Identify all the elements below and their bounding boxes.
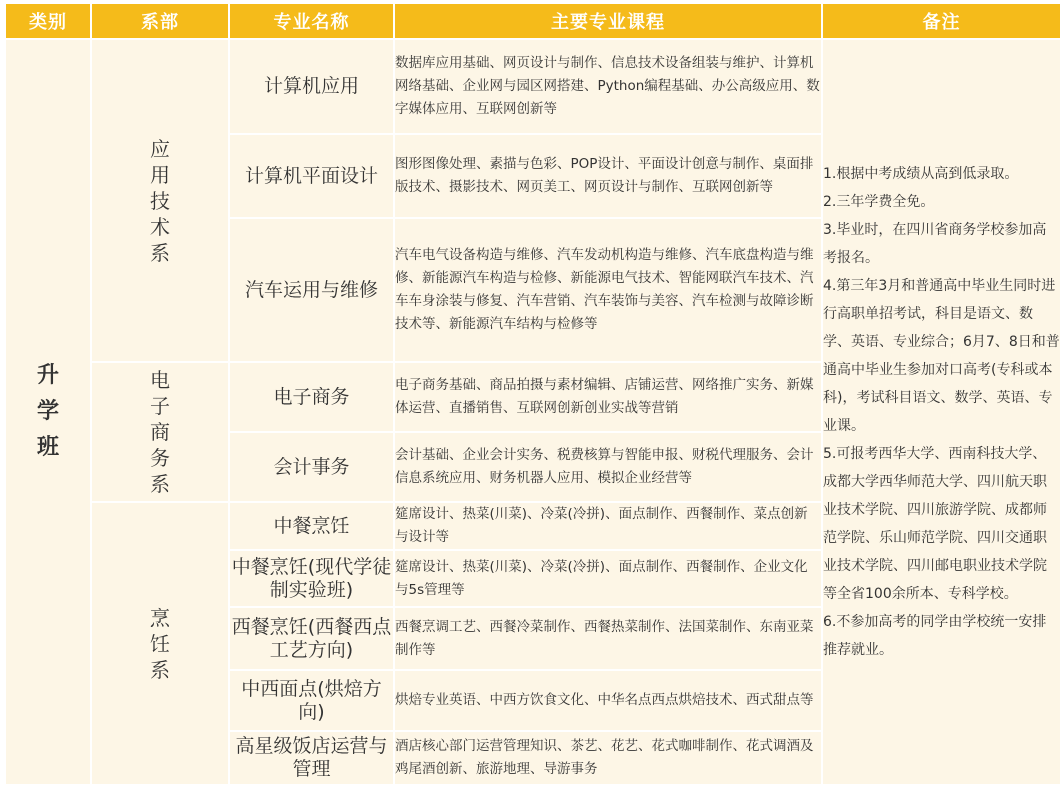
major-name: 计算机平面设计 — [229, 134, 394, 218]
major-name: 会计事务 — [229, 432, 394, 502]
department-cell — [91, 502, 229, 785]
department-name: 应用技术系 — [150, 136, 170, 265]
category-cell — [5, 39, 91, 785]
course-list: 筵席设计、热菜(川菜)、冷菜(冷拼)、面点制作、西餐制作、菜点创新与设计等 — [394, 502, 822, 550]
major-name: 中西面点(烘焙方向) — [229, 670, 394, 731]
course-list: 电子商务基础、商品拍摄与素材编辑、店铺运营、网络推广实务、新媒体运营、直播销售、互联网创新创业实战等营销 — [394, 362, 822, 432]
department-name: 烹饪系 — [150, 605, 170, 682]
enrollment-table — [4, 2, 1062, 786]
remarks-cell — [822, 39, 1061, 785]
course-list: 西餐烹调工艺、西餐冷菜制作、西餐热菜制作、法国菜制作、东南亚菜制作等 — [394, 607, 822, 670]
header-category: 类别 — [5, 3, 91, 39]
course-list: 会计基础、企业会计实务、税费核算与智能申报、财税代理服务、会计信息系统应用、财务机器人应用、模拟企业经营等 — [394, 432, 822, 502]
course-list: 烘焙专业英语、中西方饮食文化、中华名点西点烘焙技术、西式甜点等 — [394, 670, 822, 731]
header-major: 专业名称 — [229, 3, 394, 39]
major-name: 中餐烹饪(现代学徒制实验班) — [229, 550, 394, 607]
category-label: 升学班 — [36, 363, 59, 460]
table-row — [5, 39, 1061, 134]
remark-item: 3.毕业时，在四川省商务学校参加高考报名。 — [823, 222, 1047, 266]
remark-item: 5.可报考西华大学、西南科技大学、成都大学西华师范大学、四川航天职业技术学院、四川旅游学院、成都师范学院、乐山师范学院、四川交通职业技术学院、四川邮电职业技术学院等全省100余所本、专科学校。 — [823, 446, 1047, 602]
remark-item: 2.三年学费全免。 — [823, 194, 935, 210]
header-department: 系部 — [91, 3, 229, 39]
department-cell — [91, 39, 229, 362]
course-list: 汽车电气设备构造与维修、汽车发动机构造与维修、汽车底盘构造与维修、新能源汽车构造与检修、新能源电气技术、智能网联汽车技术、汽车车身涂装与修复、汽车营销、汽车装饰与美容、汽车检测与故障诊断技术等、新能源汽车结构与检修等 — [394, 218, 822, 362]
major-name: 计算机应用 — [229, 39, 394, 134]
major-name: 西餐烹饪(西餐西点工艺方向) — [229, 607, 394, 670]
course-list: 数据库应用基础、网页设计与制作、信息技术设备组装与维护、计算机网络基础、企业网与园区网搭建、Python编程基础、办公高级应用、数字媒体应用、互联网创新等 — [394, 39, 822, 134]
header-courses: 主要专业课程 — [394, 3, 822, 39]
major-name: 电子商务 — [229, 362, 394, 432]
department-name: 电子商务系 — [150, 368, 170, 496]
department-cell — [91, 362, 229, 502]
major-name: 高星级饭店运营与管理 — [229, 731, 394, 785]
table-header-row — [5, 3, 1061, 39]
course-list: 图形图像处理、素描与色彩、POP设计、平面设计创意与制作、桌面排版技术、摄影技术、网页美工、网页设计与制作、互联网创新等 — [394, 134, 822, 218]
remark-item: 1.根据中考成绩从高到低录取。 — [823, 166, 1019, 182]
major-name: 汽车运用与维修 — [229, 218, 394, 362]
remark-item: 4.第三年3月和普通高中毕业生同时进行高职单招考试，科目是语文、数学、英语、专业综合；6月7、8日和普通高中毕业生参加对口高考(专科或本科)，考试科目语文、数学、英语、专业课。 — [823, 278, 1060, 434]
remark-item: 6.不参加高考的同学由学校统一安排推荐就业。 — [823, 614, 1047, 658]
course-list: 筵席设计、热菜(川菜)、冷菜(冷拼)、面点制作、西餐制作、企业文化与5s管理等 — [394, 550, 822, 607]
header-remarks: 备注 — [822, 3, 1061, 39]
major-name: 中餐烹饪 — [229, 502, 394, 550]
course-list: 酒店核心部门运营管理知识、茶艺、花艺、花式咖啡制作、花式调酒及鸡尾酒创新、旅游地理、导游事务 — [394, 731, 822, 785]
